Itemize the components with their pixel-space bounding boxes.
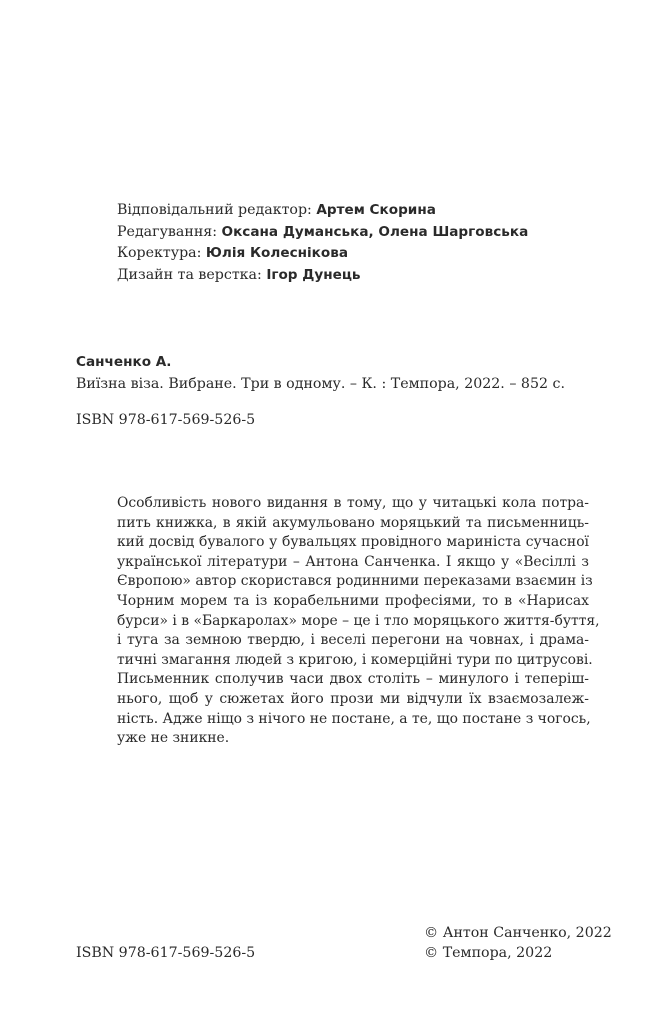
annotation-line: Письменник сполучив часи двох століть – минулого і теперіш-	[117, 671, 589, 688]
credit-proofreading: Коректура: Юлія Колеснікова	[117, 245, 349, 261]
annotation-line: ність. Адже ніщо з нічого не постане, а те, що постане з чогось,	[117, 710, 591, 727]
credit-editing: Редагування: Оксана Думанська, Олена Шарговська	[117, 223, 529, 240]
annotation-line: уже не зникне.	[117, 730, 230, 747]
annotation-line: кий досвід бувалого у бувальцях провідного мариніста сучасної	[117, 534, 589, 551]
isbn: ISBN 978-617-569-526-5	[76, 412, 256, 428]
annotation	[117, 494, 600, 749]
annotation-line: пить книжка, в якій акумульовано моряцький та письменниць-	[117, 514, 589, 531]
credit-editor: Відповідальний редактор: Артем Скорина	[117, 202, 436, 218]
annotation-line: тичні змагання людей з кригою, і комерційні тури по цитрусові.	[117, 651, 593, 668]
annotation-line: Європою» автор скористався родинними переказами взаємин із	[117, 573, 593, 590]
annotation-line: Особливість нового видання в тому, що у читацькі кола потра-	[117, 495, 589, 511]
credit-design: Дизайн та верстка: Ігор Дунець	[117, 266, 361, 283]
annotation-line: нього, щоб у сюжетах його прози ми відчули їх взаємозалеж-	[117, 690, 589, 707]
credits	[117, 200, 528, 286]
copyright-publisher: © Темпора, 2022	[424, 945, 553, 961]
bibliographic-record	[76, 351, 565, 431]
copyright-author: © Антон Санченко, 2022	[424, 925, 612, 941]
footer-isbn: ISBN 978-617-569-526-5	[76, 945, 256, 961]
author: Санченко А.	[76, 354, 172, 370]
annotation-line: і туга за земною твердю, і веселі перегони на човнах, і драма-	[117, 632, 589, 649]
annotation-line: Чорним морем та із корабельними професіями, то в «Нарисах	[117, 592, 589, 609]
annotation-line: української літератури – Антона Санченка. І якщо у «Весіллі з	[117, 553, 589, 570]
annotation-line: бурси» і в «Баркаролах» море – це і тло моряцького життя-буття,	[117, 612, 600, 629]
book-description: Виїзна віза. Вибране. Три в одному. – К. : Темпора, 2022. – 852 с.	[76, 376, 565, 392]
